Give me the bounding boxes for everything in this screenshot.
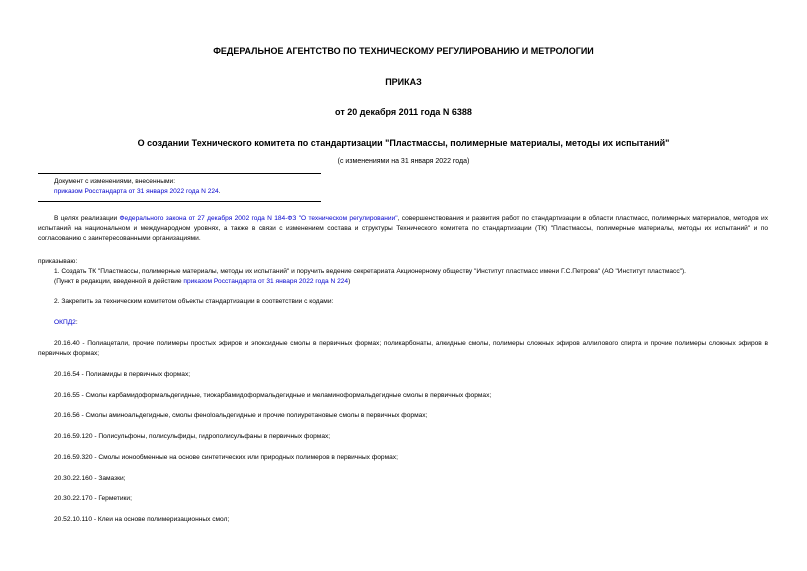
item-1-note-end: ) [348,278,351,285]
code-item: 20.30.22.160 - Замазки; [54,475,126,482]
agency-heading: ФЕДЕРАЛЬНОЕ АГЕНТСТВО ПО ТЕХНИЧЕСКОМУ РЕГУЛИРОВАНИЮ И МЕТРОЛОГИИ [213,46,594,56]
changes-box-label: Документ с изменениями, внесенными: [54,178,176,185]
preamble-start: В целях реализации [54,215,120,222]
amendment-link[interactable]: приказом Росстандарта от 31 января 2022 года N 224 [54,188,219,195]
document-date-number: от 20 декабря 2011 года N 6388 [335,107,472,117]
okpd2-colon: : [75,319,78,326]
code-item: 20.16.55 - Смолы карбамидоформальдегидные, тиокарбамидоформальдегидные и меламиноформальдегидные смолы в первичных формах; [54,392,492,399]
changes-box-bottom-rule [38,201,321,202]
changes-box-top-rule [38,173,321,174]
document-title: О создании Технического комитета по стандартизации "Пластмассы, полимерные материалы, методы их испытаний" [137,138,670,148]
item-1-text: 1. Создать ТК "Пластмассы, полимерные материалы, методы их испытаний" и поручить ведение секретариата Акционерному обществу "Институт пластмасс имени Г.С.Петрова" (АО "Институт пластмасс"). [54,268,686,275]
code-item: 20.52.10.110 - Клеи на основе полимеризационных смол; [54,516,230,523]
code-item: 20.16.56 - Смолы аминоальдегидные, смолы феноloальдегидные и прочие полиуретановые смолы в первичных формах; [54,412,428,419]
code-item: 20.16.40 - Полиацетали, прочие полимеры простых эфиров и эпоксидные смолы в первичных формах; поликарбонаты, алкидные смолы, полимеры сложных эфиров аллилового спирта и прочие полимеры сложных эфиров в первичных формах; [38,340,768,357]
okpd2-link[interactable]: ОКПД2 [54,319,76,326]
changes-note: (с изменениями на 31 января 2022 года) [337,158,470,165]
code-item: 20.16.54 - Полиамиды в первичных формах; [54,371,191,378]
preamble-paragraph [38,214,768,244]
changes-box-line [54,187,221,197]
item-1-amendment-link[interactable]: приказом Росстандарта от 31 января 2022 года N 224 [183,278,349,285]
item-1-note-start: (Пункт в редакции, введенной в действие [54,278,184,285]
item-1-note [54,277,350,287]
order-word: приказываю: [38,258,78,265]
item-2-text: 2. Закрепить за техническим комитетом объекты стандартизации в соответствии с кодами: [54,298,334,305]
code-item: 20.16.59.120 - Полисульфоны, полисульфиды, гидрополисульфаны в первичных формах; [54,433,331,440]
changes-box-tail: . [218,188,221,195]
code-item: 20.16.59.320 - Смолы ионообменные на основе синтетических или природных полимеров в первичных формах; [54,454,398,461]
document-type: ПРИКАЗ [385,77,422,87]
okpd2-heading [54,318,78,328]
code-item: 20.30.22.170 - Герметики; [54,495,132,502]
preamble-rest: , совершенствования и развития работ по стандартизации в области пластмасс, полимерных материалов, методов их испытаний на национальном и международном уровнях, а также в связи с изменением состава и структуры Технического комитета по стандартизации (ТК) "Пластмассы, полимерные материалы, методы их испытаний" и по согласованию с заинтересованными организациями. [38,215,769,242]
federal-law-link[interactable]: Федерального закона от 27 декабря 2002 года N 184-ФЗ "О техническом регулировании" [119,215,398,222]
